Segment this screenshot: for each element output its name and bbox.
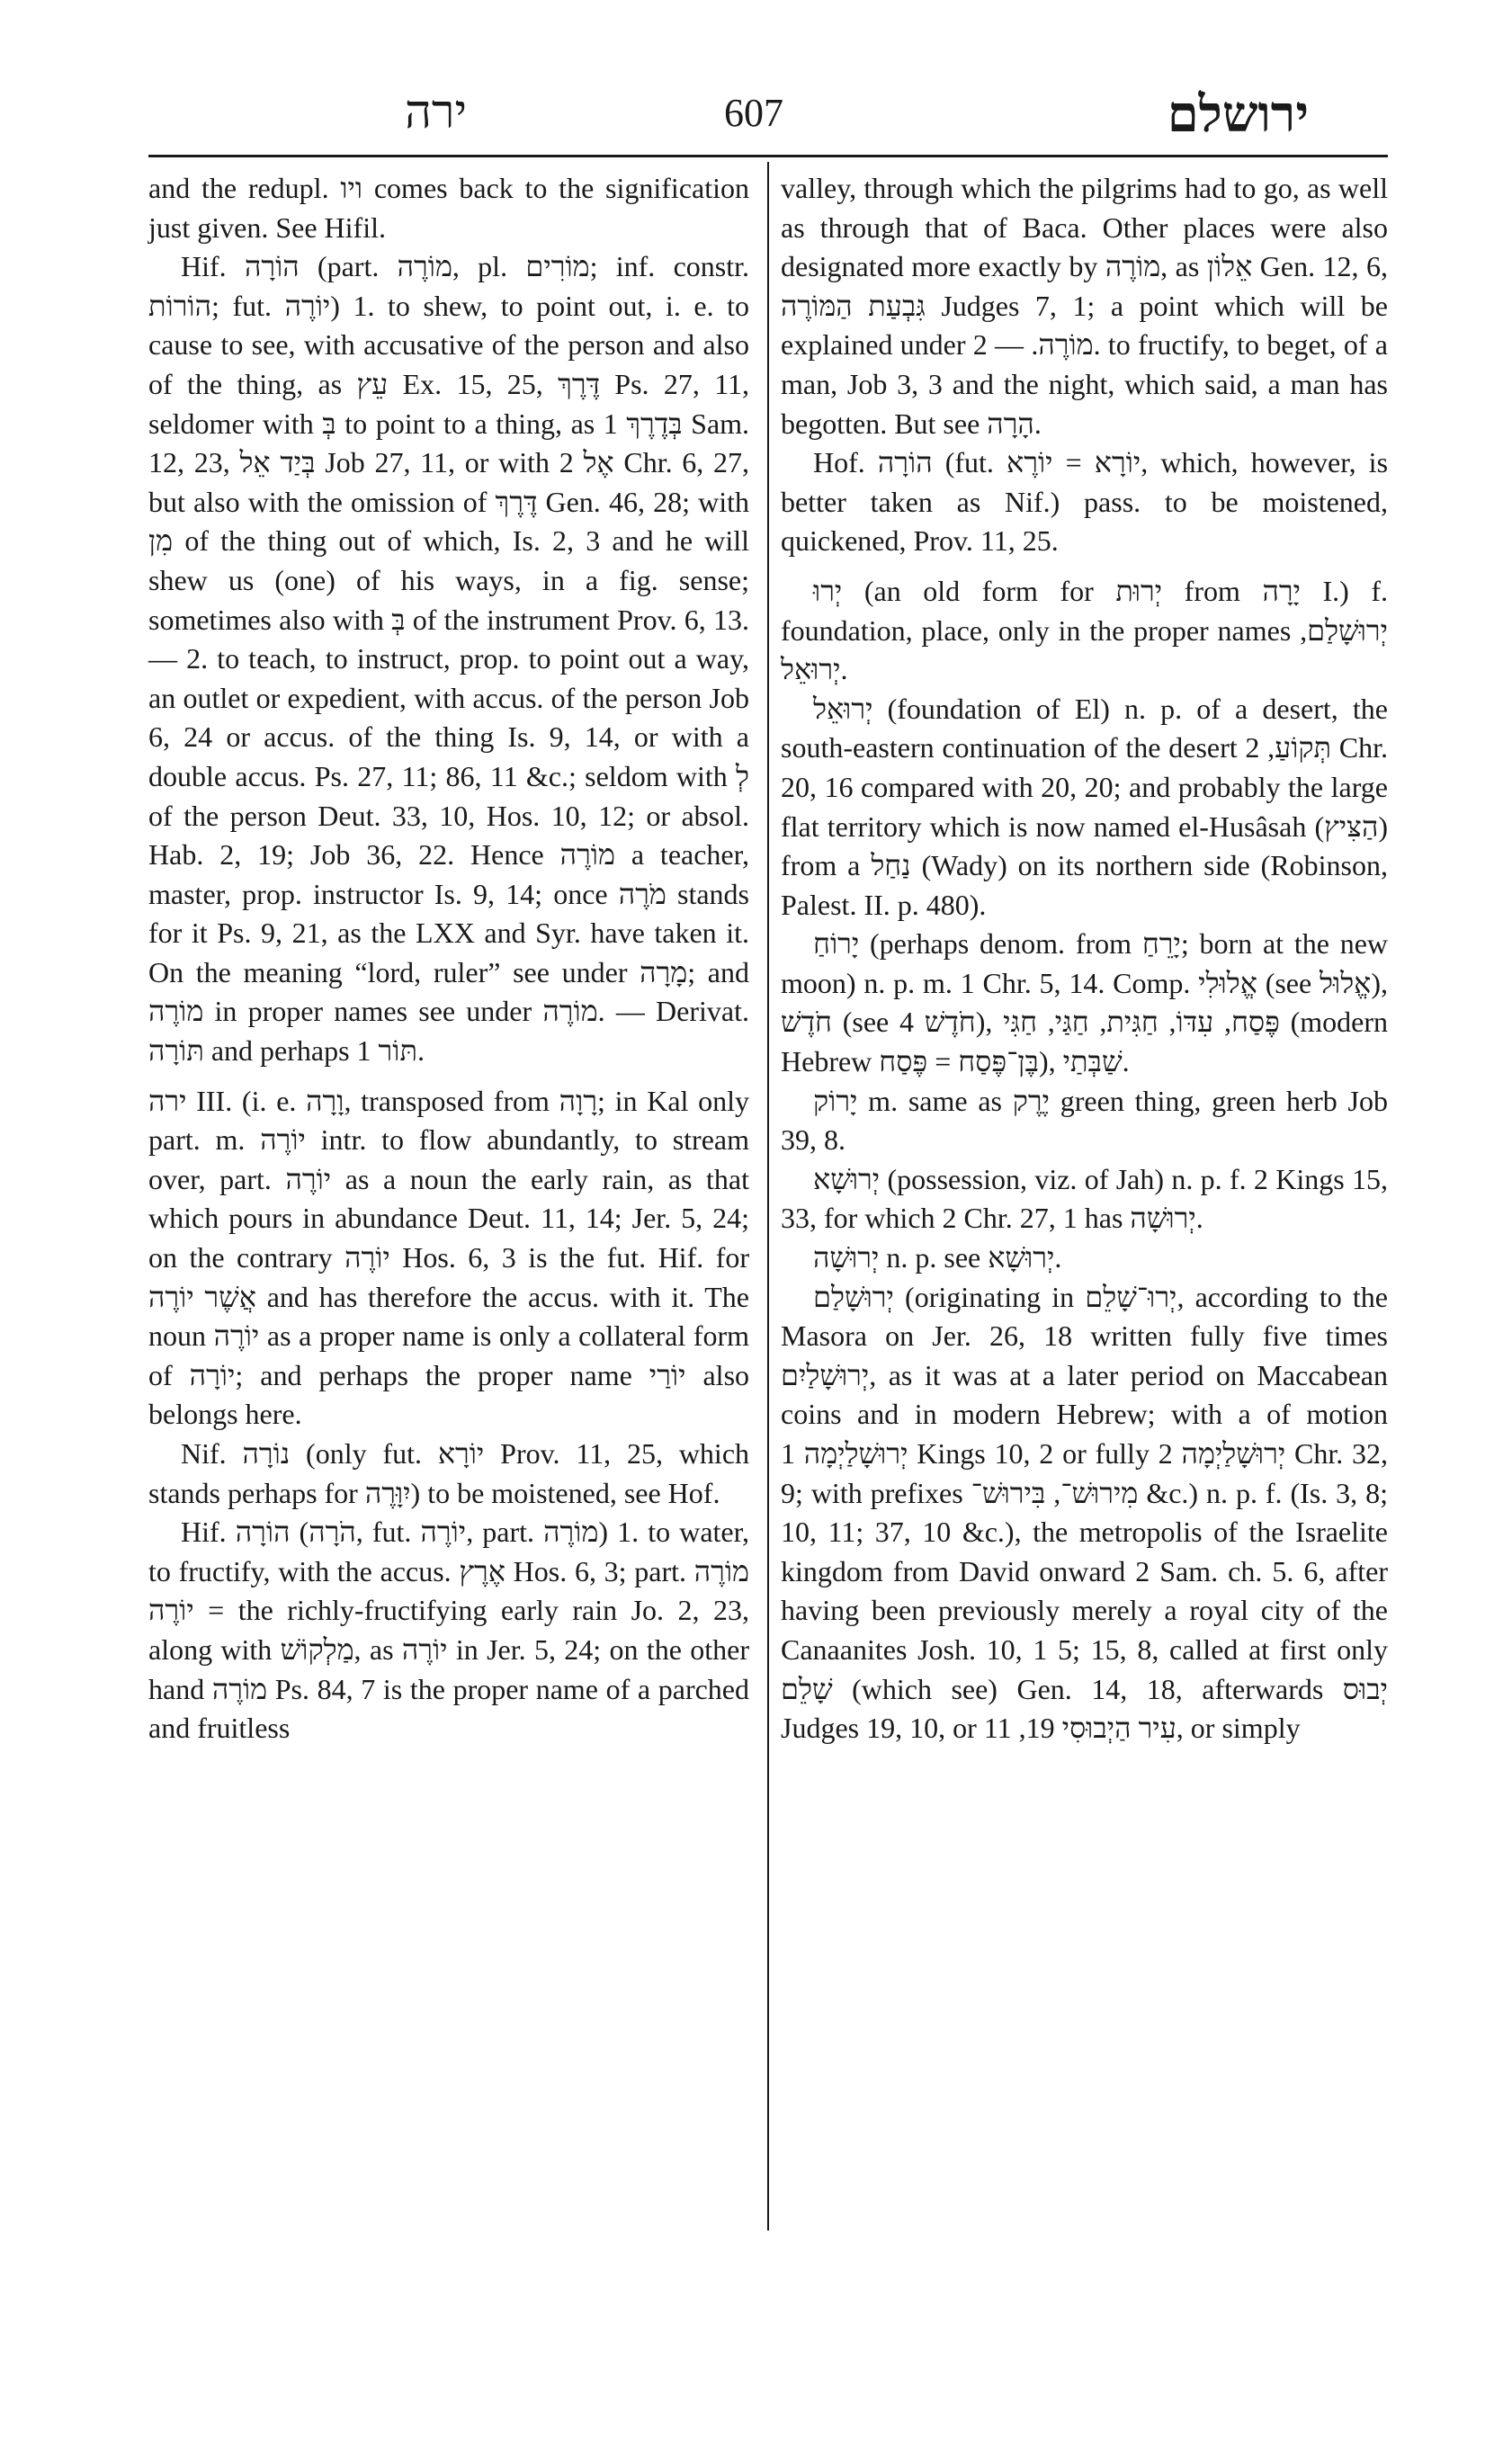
entry-paragraph: יָרוֹק m. same as יֶרֶק green thing, green herb Job 39, 8. [781, 1084, 1389, 1157]
left-paragraph: and the redupl. ויו comes back to the signification just given. See Hifil. [148, 172, 750, 244]
left-running-head: ירה [405, 87, 468, 139]
entry-paragraph: יְרוּ (an old form for יְרוּת from יָרָה I.) f. foundation, place, only in the proper names יְרוּשָׁלַם, יְרוּאֵל. [781, 574, 1389, 686]
entry-paragraph: יְרוּשָׁלַם (originating in יְרוּ־שָׁלֵם, according to the Masora on Jer. 26, 18 written fully five times יְרוּשָׁלַיִם, as it was at a later period on Maccabean coins and in modern Hebrew; with a of motion יְרוּשָׁלַיְמָה 1 Kings 10, 2 or fully יְרוּשָׁלַיְמָה 2 Chr. 32, 9; with prefixes מִירוּשׁ־, בִּירוּשׁ־ &c.) n. p. f. (Is. 3, 8; 10, 11; 37, 10 &c.), the metropolis of the Israelite kingdom from David onward 2 Sam. ch. 5. 6, after having been previously merely a royal city of the Canaanites Josh. 10, 1 5; 15, 8, called at first only שָׁלֵם (which see) Gen. 14, 18, afterwards יְבוּס Judges 19, 10, or עִיר הַיְבוּסִי 19, 11, or simply [781, 1280, 1389, 1745]
column-divider [767, 162, 769, 2231]
right-paragraph: Hof. הוֹרָה (fut. יוֹרָא = יוֹרֶא, which, however, is better taken as Nif.) pass. to be moistened, quickened, Prov. 11, 25. [781, 446, 1389, 558]
right-column [781, 169, 1388, 1748]
right-running-head: ירושלם [1167, 87, 1309, 143]
entry-paragraph: יְרוּשָׁא (possession, viz. of Jah) n. p. f. 2 Kings 15, 33, for which 2 Chr. 27, 1 has יְרוּשָׁה. [781, 1162, 1388, 1235]
left-paragraph: Nif. נוֹרָה (only fut. יוֹרָא Prov. 11, 25, which stands perhaps for יִוָּרֶה) to be moistened, see Hof. [148, 1437, 750, 1509]
left-column [148, 169, 749, 1748]
page-header [148, 86, 1390, 149]
entry-paragraph: ירה III. (i. e. וָרָה, transposed from רָוָה; in Kal only part. m. יוֹרֶה intr. to flow abundantly, to stream over, part. יוֹרֶה as a noun the early rain, as that which pours in abundance Deut. 11, 14; Jer. 5, 24; on the contrary יוֹרֶה Hos. 6, 3 is the fut. Hif. for אֲשֶׁר יוֹרֶה and has therefore the accus. with it. The noun יוֹרֶה as a proper name is only a collateral form of יוֹרָה; and perhaps the proper name יוֹרַי also belongs here. [148, 1084, 750, 1431]
left-paragraph: Hif. הוֹרָה (part. מוֹרֶה, pl. מוֹרִים; inf. constr. הוֹרוֹת; fut. יוֹרֶה) 1. to shew, to point out, i. e. to cause to see, with accusative of the person and also of the thing, as עֵץ Ex. 15, 25, דֶּרֶךְ Ps. 27, 11, seldomer with בְּ to point to a thing, as בְּדֶרֶךְ 1 Sam. 12, 23, בְּיַד אֵל Job 27, 11, or with אֶל 2 Chr. 6, 27, but also with the omission of דֶּרֶךְ Gen. 46, 28; with מִן of the thing out of which, Is. 2, 3 and he will shew us (one) of his ways, in a fig. sense; sometimes also with בְּ of the instrument Prov. 6, 13. — 2. to teach, to instruct, prop. to point out a way, an outlet or expedient, with accus. of the person Job 6, 24 or accus. of the thing Is. 9, 14, or with a double accus. Ps. 27, 11; 86, 11 &c.; seldom with לְ of the person Deut. 33, 10, Hos. 10, 12; or absol. Hab. 2, 19; Job 36, 22. Hence מוֹרֶה a teacher, master, prop. instructor Is. 9, 14; once מֹרֶה stands for it Ps. 9, 21, as the LXX and Syr. have taken it. On the meaning “lord, ruler” see under מָרָה; and מוֹרֶה in proper names see under מוֹרֶה. — Derivat. תּוֹרָה and perhaps תּוֹר 1. [148, 250, 750, 1068]
right-paragraph: valley, through which the pilgrims had to go, as well as through that of Baca. Other places were also designated more exactly by מוֹרֶה, as אֵלוֹן Gen. 12, 6, גִּבְעַת הַמּוֹרֶה Judges 7, 1; a point which will be explained under מוֹרֶה. — 2. to fructify, to beget, of a man, Job 3, 3 and the night, which said, a man has begotten. But see הָרָה. [781, 172, 1389, 440]
left-paragraph: Hif. הוֹרָה (הֹרָה, fut. יוֹרֶה, part. מוֹרֶה) 1. to water, to fructify, with the accus. אֶרֶץ Hos. 6, 3; part. מוֹרֶה = יוֹרֶה the richly-fructifying early rain Jo. 2, 23, along with מַלְקוֹשׁ, as יוֹרֶה in Jer. 5, 24; on the other hand מוֹרֶה Ps. 84, 7 is the proper name of a parched and fruitless [148, 1516, 750, 1745]
entry-paragraph: יְרוּאֵל (foundation of El) n. p. of a desert, the south-eastern continuation of the desert תְּקוֹעַ, 2 Chr. 20, 16 compared with 20, 20; and probably the large flat territory which is now named el-Husâsah (הַצִּיץ) from a נַחַל (Wady) on its northern side (Robinson, Palest. II. p. 480). [781, 692, 1389, 921]
header-rule [148, 155, 1388, 157]
entry-paragraph: יָרוֹחַ (perhaps denom. from יָרֵחַ; born at the new moon) n. p. m. 1 Chr. 5, 14. Comp. אֱלוּלִי (see אֱלוּל), חֹדֶשׁ (see חֹדֶשׁ 4), פֶּסַח, עִדּוֹ, חַגִּית, חַגַּי, חַגִּי (modern Hebrew בֶּן־פֶּסַח = פֶּסַח), שַׁבְּתַי. [781, 927, 1389, 1078]
entry-paragraph: יְרוּשָׁה n. p. see יְרוּשָׁא. [813, 1241, 1062, 1274]
page-number: 607 [724, 91, 783, 135]
